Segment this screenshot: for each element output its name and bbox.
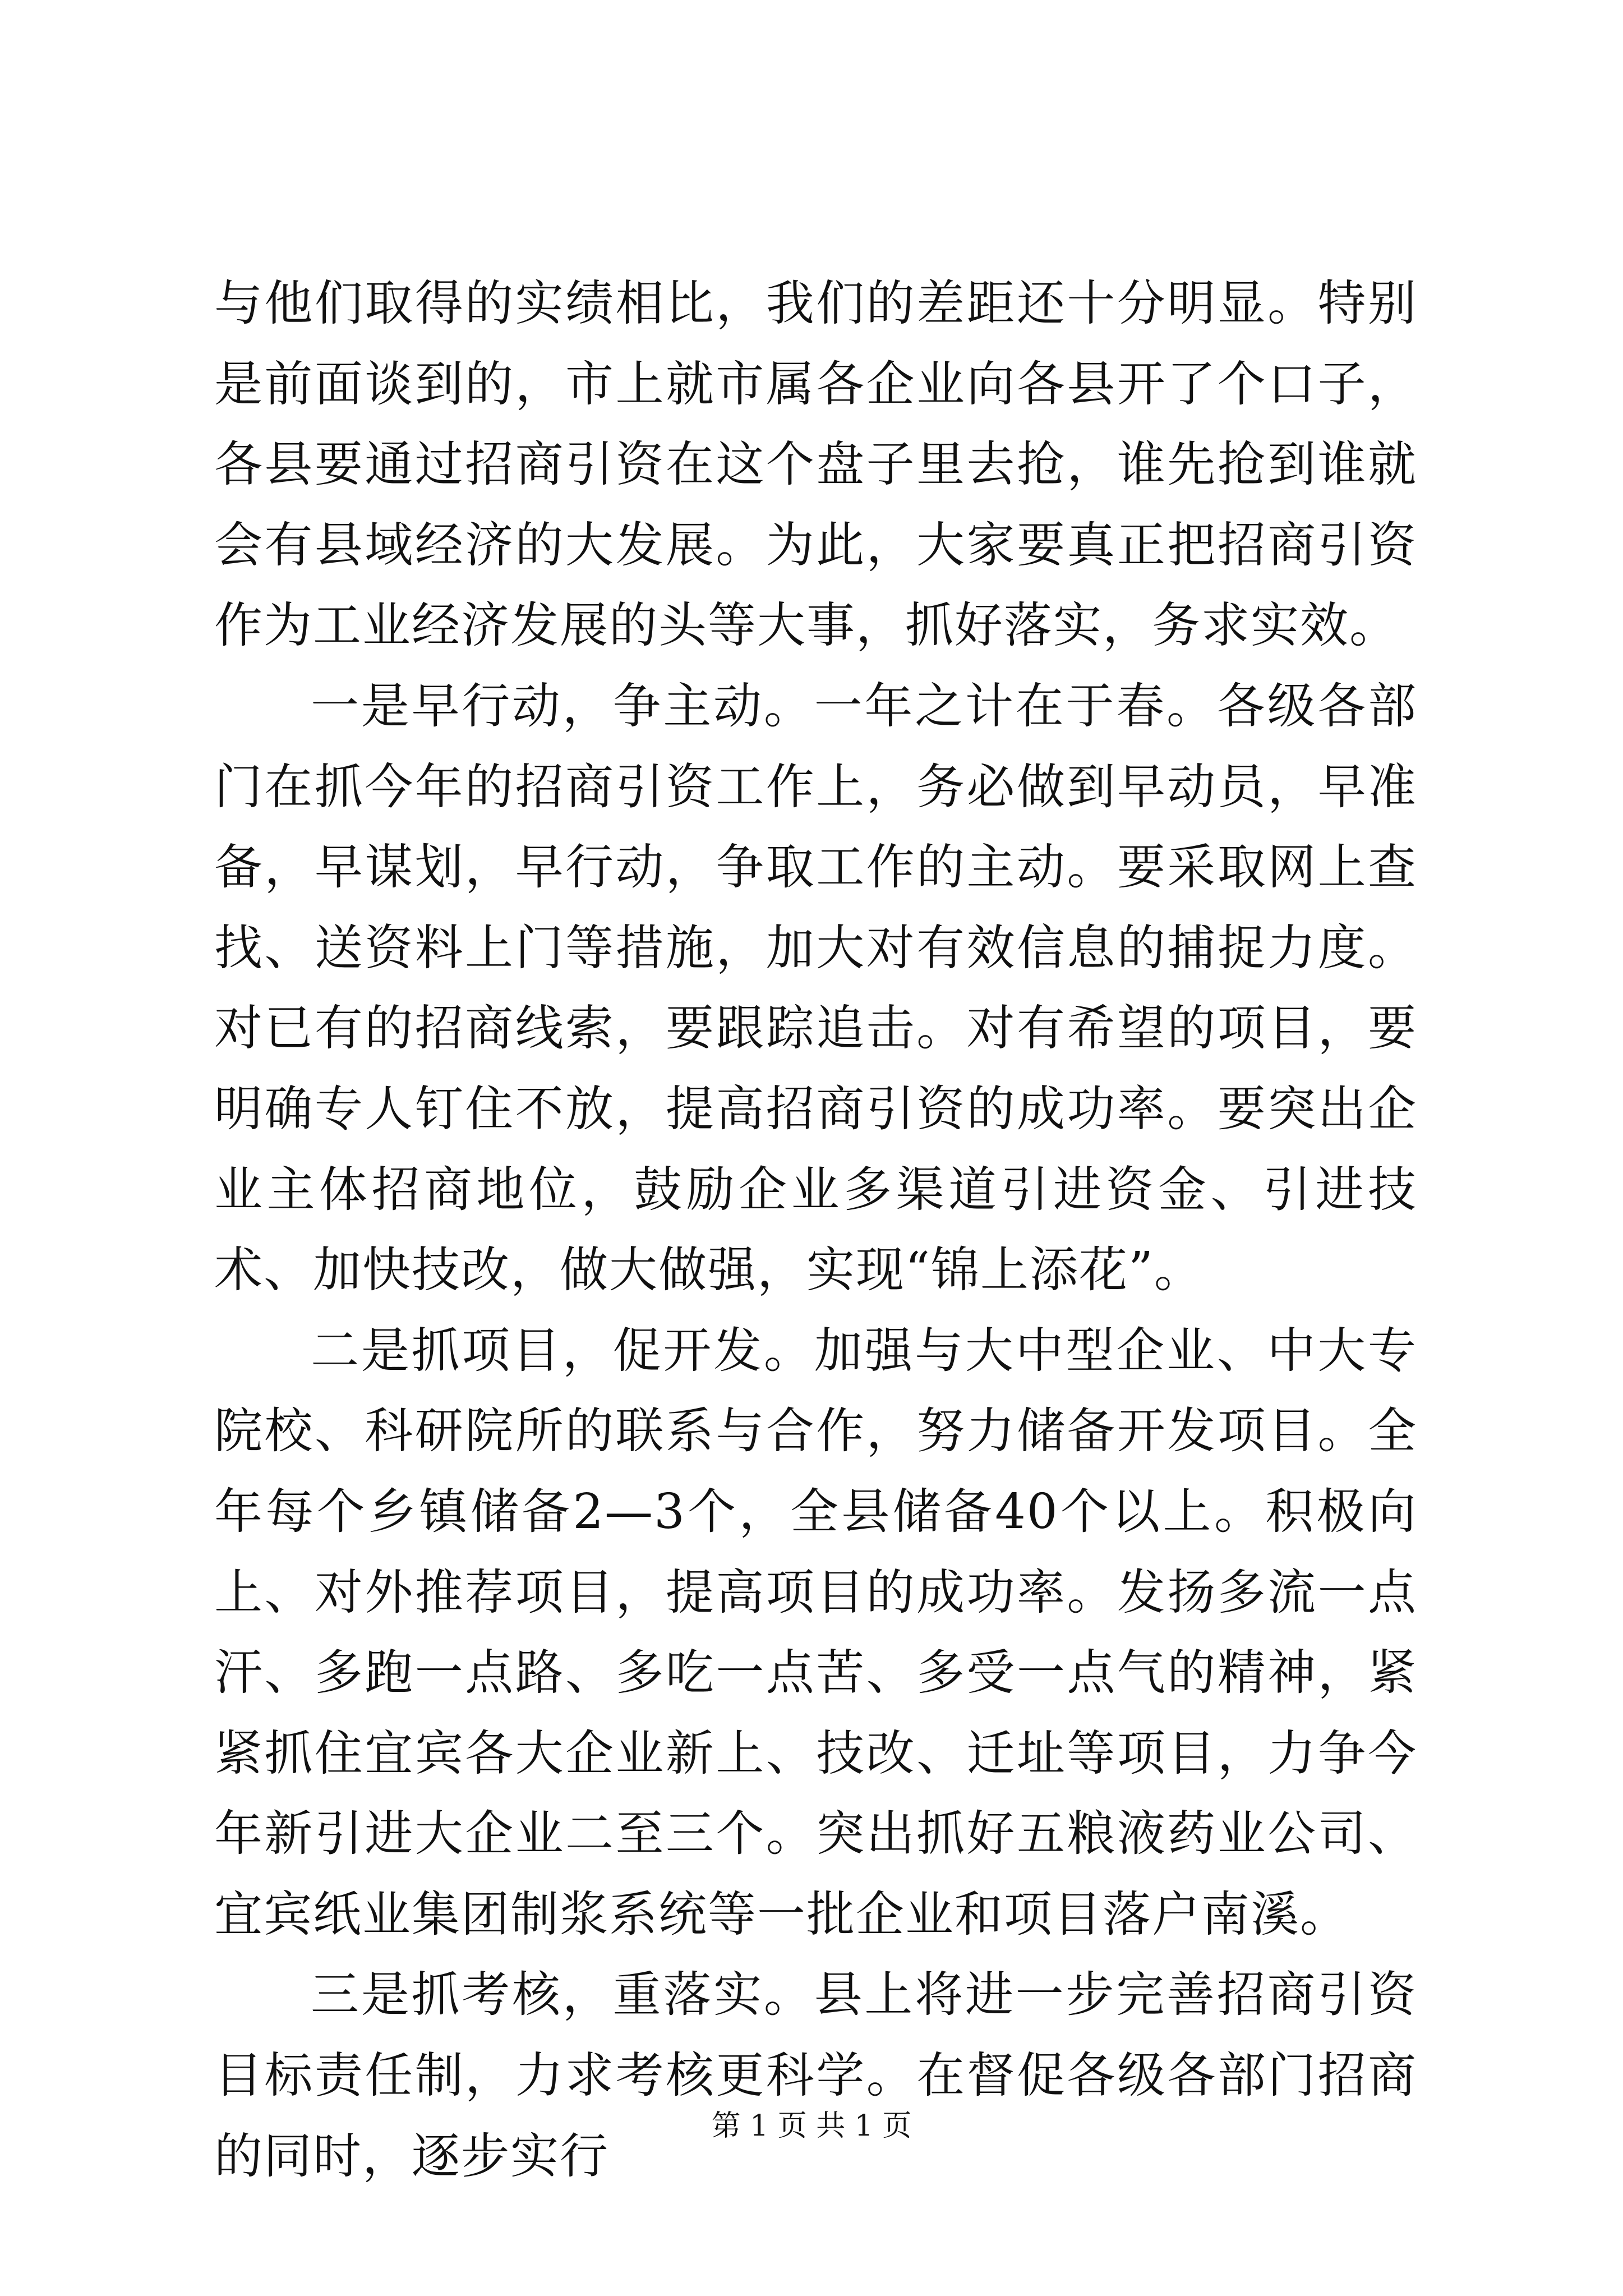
paragraph-4: 三是抓考核，重落实。县上将进一步完善招商引资目标责任制，力求考核更科学。在督促各级各部门招商的同时，逐步实行 bbox=[214, 1967, 1417, 2184]
paragraph-2: 一是早行动，争主动。一年之计在于春。各级各部门在抓今年的招商引资工作上，务必做到早动员，早准备，早谋划，早行动，争取工作的主动。要采取网上查找、送资料上门等措施，加大对有效信息的捕捉力度。对已有的招商线索，要跟踪追击。对有希望的项目，要明确专人钉住不放，提高招商引资的成功率。要突出企业主体招商地位，鼓励企业多渠道引进资金、引进技术、加快技改，做大做强，实现“锦上添花”。 bbox=[214, 678, 1417, 1299]
paragraph-1: 与他们取得的实绩相比，我们的差距还十分明显。特别是前面谈到的，市上就市属各企业向各县开了个口子，各县要通过招商引资在这个盘子里去抢，谁先抢到谁就会有县域经济的大发展。为此，大家要真正把招商引资作为工业经济发展的头等大事，抓好落实，务求实效。 bbox=[214, 275, 1417, 654]
paragraph-3: 二是抓项目，促开发。加强与大中型企业、中大专院校、科研院所的联系与合作，努力储备开发项目。全年每个乡镇储备2—3个，全县储备40个以上。积极向上、对外推荐项目，提高项目的成功率。发扬多流一点汗、多跑一点路、多吃一点苦、多受一点气的精神，紧紧抓住宜宾各大企业新上、技改、迁址等项目，力争今年新引进大企业二至三个。突出抓好五粮液药业公司、宜宾纸业集团制浆系统等一批企业和项目落户南溪。 bbox=[214, 1322, 1417, 1943]
page-footer: 第 1 页 共 1 页 bbox=[711, 2109, 912, 2143]
document-body bbox=[214, 264, 1417, 2197]
